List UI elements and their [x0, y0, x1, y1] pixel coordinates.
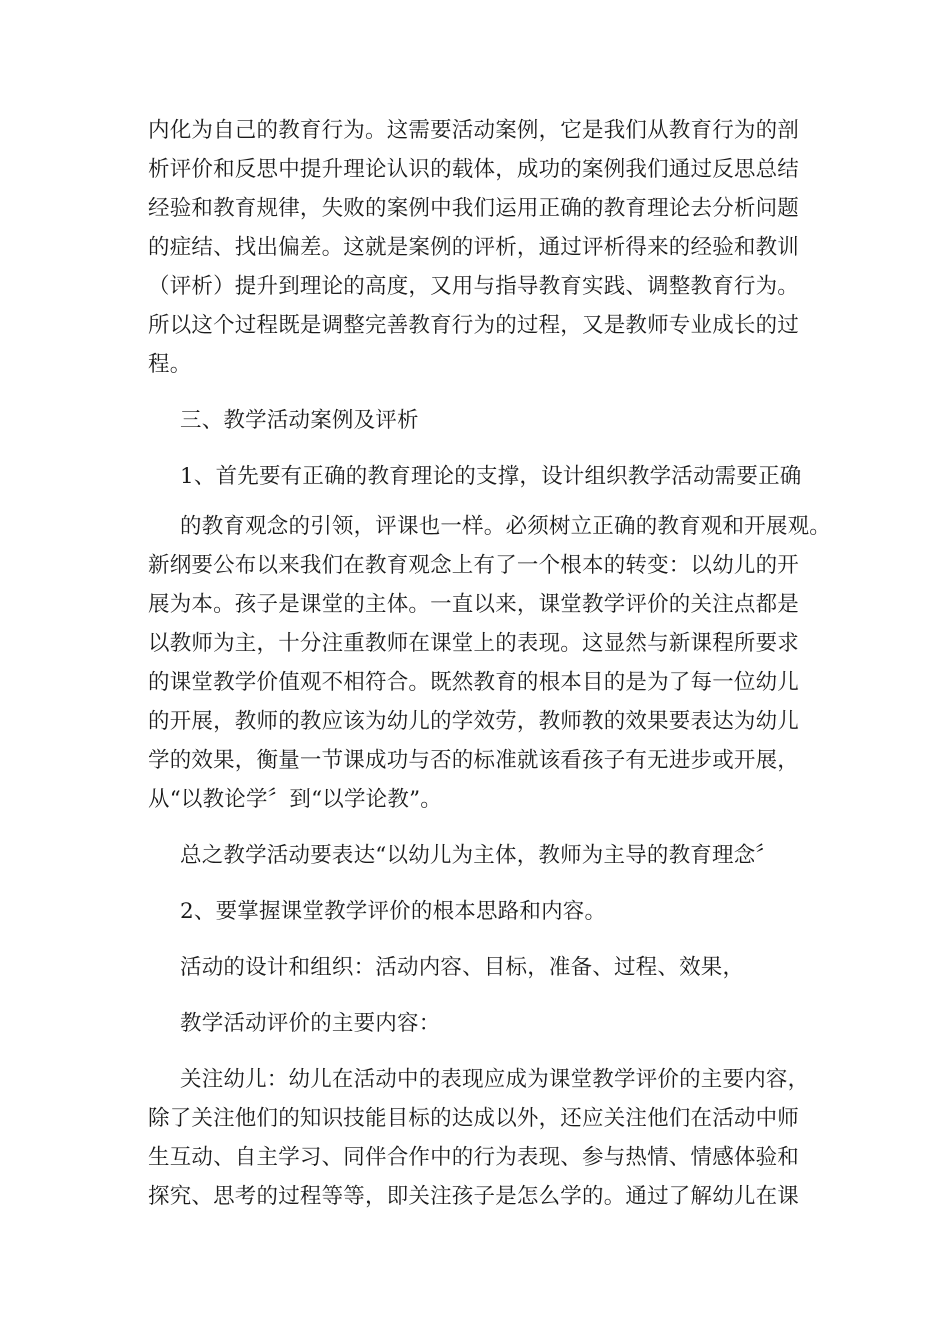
text-line: 程。: [148, 352, 192, 377]
list-item: 1、首先要有正确的教育理论的支撑，设计组织教学活动需要正确: [180, 464, 802, 489]
text-line: 学的效果，衡量一节课成功与否的标准就该看孩子有无进步或开展，: [148, 748, 800, 773]
text-line: 展为本。孩子是课堂的主体。一直以来，课堂教学评价的关注点都是: [148, 592, 800, 617]
text-line: 的教育观念的引领，评课也一样。必须树立正确的教育观和开展观。: [180, 514, 832, 539]
text-line: 内化为自己的教育行为。这需要活动案例，它是我们从教育行为的剖: [148, 118, 800, 143]
text-line: 新纲要公布以来我们在教育观念上有了一个根本的转变：以幼儿的开: [148, 553, 800, 578]
text-line: 总之教学活动要表达“以幼儿为主体，教师为主导的教育理念〞: [180, 843, 778, 868]
text-line: （评析）提升到理论的高度，又用与指导教育实践、调整教育行为。: [148, 274, 800, 299]
list-item: 2、要掌握课堂教学评价的根本思路和内容。: [180, 899, 607, 924]
text-line: 析评价和反思中提升理论认识的载体，成功的案例我们通过反思总结: [148, 157, 800, 182]
text-line: 从“以教论学〞到“以学论教”。: [148, 787, 442, 812]
section-heading: 三、教学活动案例及评析: [180, 408, 419, 433]
text-line: 生互动、自主学习、同伴合作中的行为表现、参与热情、情感体验和: [148, 1145, 800, 1170]
text-line: 除了关注他们的知识技能目标的达成以外，还应关注他们在活动中师: [148, 1106, 800, 1131]
text-line: 活动的设计和组织：活动内容、目标，准备、过程、效果，: [180, 955, 745, 980]
text-line: 教学活动评价的主要内容：: [180, 1011, 441, 1036]
text-line: 的开展，教师的教应该为幼儿的学效劳，教师教的效果要表达为幼儿: [148, 709, 800, 734]
text-line: 的课堂教学价值观不相符合。既然教育的根本目的是为了每一位幼儿: [148, 670, 800, 695]
text-line: 以教师为主，十分注重教师在课堂上的表现。这显然与新课程所要求: [148, 631, 800, 656]
text-line: 所以这个过程既是调整完善教育行为的过程，又是教师专业成长的过: [148, 313, 800, 338]
text-line: 的症结、找出偏差。这就是案例的评析，通过评析得来的经验和教训: [148, 235, 800, 260]
text-line: 经验和教育规律，失败的案例中我们运用正确的教育理论去分析问题: [148, 196, 800, 221]
text-line: 探究、思考的过程等等，即关注孩子是怎么学的。通过了解幼儿在课: [148, 1184, 800, 1209]
text-line: 关注幼儿：幼儿在活动中的表现应成为课堂教学评价的主要内容，: [180, 1067, 810, 1092]
